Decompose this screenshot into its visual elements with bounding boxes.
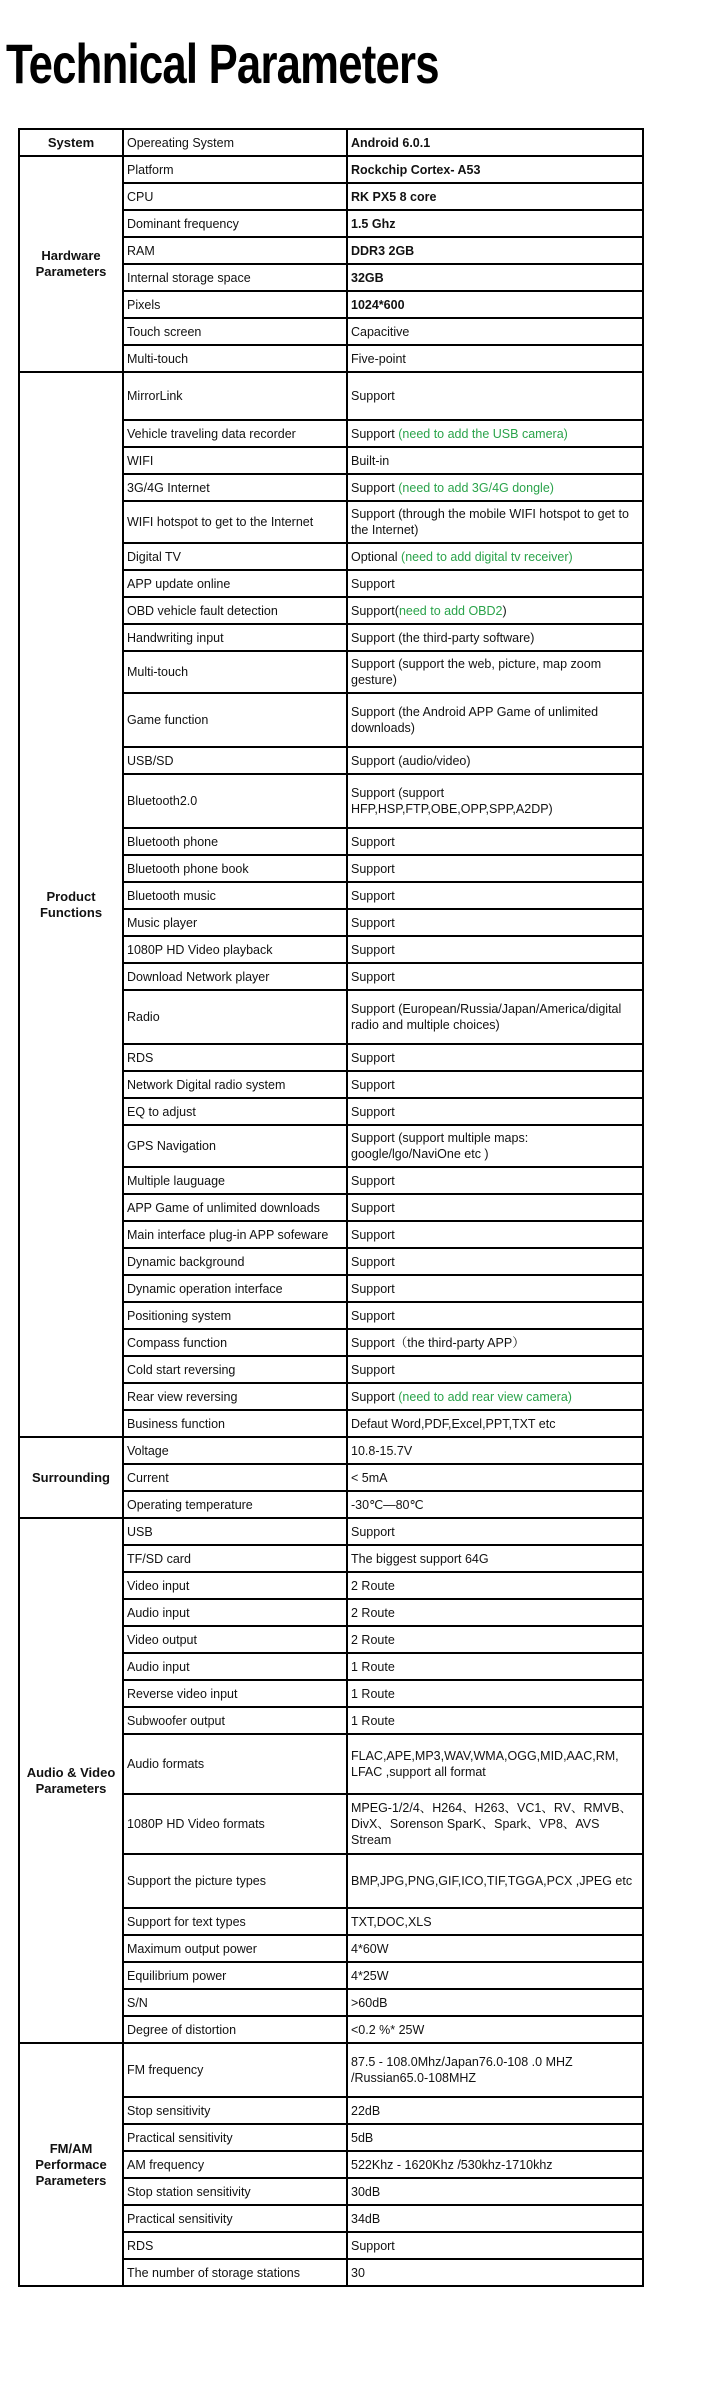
- param-value: 30: [347, 2259, 643, 2286]
- value-note: (need to add 3G/4G dongle): [398, 480, 554, 495]
- value-text: Support: [351, 480, 399, 495]
- param-value: [347, 474, 643, 501]
- value-note: (need to add the USB camera): [398, 426, 568, 441]
- param-label: Equilibrium power: [123, 1962, 347, 1989]
- param-value: < 5mA: [347, 1464, 643, 1491]
- param-label: Current: [123, 1464, 347, 1491]
- param-value: 2 Route: [347, 1626, 643, 1653]
- param-label: Multi-touch: [123, 651, 347, 693]
- param-value: [347, 1383, 643, 1410]
- param-label: Video output: [123, 1626, 347, 1653]
- param-value: Support: [347, 1098, 643, 1125]
- param-label: Rear view reversing: [123, 1383, 347, 1410]
- param-value: Built-in: [347, 447, 643, 474]
- param-label: Network Digital radio system: [123, 1071, 347, 1098]
- param-value: Support (support HFP,HSP,FTP,OBE,OPP,SPP,A2DP): [347, 774, 643, 828]
- param-value: 22dB: [347, 2097, 643, 2124]
- param-label: Support for text types: [123, 1908, 347, 1935]
- param-value: 4*60W: [347, 1935, 643, 1962]
- spec-table: [18, 128, 644, 2287]
- param-label: 3G/4G Internet: [123, 474, 347, 501]
- param-value: 1 Route: [347, 1707, 643, 1734]
- param-value: TXT,DOC,XLS: [347, 1908, 643, 1935]
- param-label: Vehicle traveling data recorder: [123, 420, 347, 447]
- param-label: Audio input: [123, 1653, 347, 1680]
- param-label: Business function: [123, 1410, 347, 1437]
- param-label: Positioning system: [123, 1302, 347, 1329]
- param-value: Support (European/Russia/Japan/America/digital radio and multiple choices): [347, 990, 643, 1044]
- param-value: Support: [347, 1221, 643, 1248]
- param-label: Practical sensitivity: [123, 2124, 347, 2151]
- param-label: EQ to adjust: [123, 1098, 347, 1125]
- param-label: Video input: [123, 1572, 347, 1599]
- param-label: Digital TV: [123, 543, 347, 570]
- param-label: Subwoofer output: [123, 1707, 347, 1734]
- param-value: MPEG-1/2/4、H264、H263、VC1、RV、RMVB、DivX、Sorenson SparK、Spark、VP8、AVS Stream: [347, 1794, 643, 1854]
- param-value: Support: [347, 936, 643, 963]
- param-label: Dominant frequency: [123, 210, 347, 237]
- param-label: Platform: [123, 156, 347, 183]
- value-text: Optional: [351, 549, 402, 564]
- param-value: Support: [347, 570, 643, 597]
- param-value: Support: [347, 882, 643, 909]
- param-label: Bluetooth phone book: [123, 855, 347, 882]
- param-value: 10.8-15.7V: [347, 1437, 643, 1464]
- param-label: 1080P HD Video playback: [123, 936, 347, 963]
- group-surrounding: Surrounding: [19, 1437, 123, 1518]
- param-value: Support: [347, 828, 643, 855]
- param-value: <0.2 %* 25W: [347, 2016, 643, 2043]
- param-value: RK PX5 8 core: [347, 183, 643, 210]
- param-value: -30℃—80℃: [347, 1491, 643, 1518]
- table-row: [19, 1437, 643, 1464]
- param-value: [347, 543, 643, 570]
- group-product: Product Functions: [19, 372, 123, 1437]
- param-value: Support (the Android APP Game of unlimited downloads): [347, 693, 643, 747]
- param-label: APP update online: [123, 570, 347, 597]
- param-label: Pixels: [123, 291, 347, 318]
- param-label: Voltage: [123, 1437, 347, 1464]
- param-label: Maximum output power: [123, 1935, 347, 1962]
- param-value: BMP,JPG,PNG,GIF,ICO,TIF,TGGA,PCX ,JPEG etc: [347, 1854, 643, 1908]
- param-value: [347, 420, 643, 447]
- param-label: Multi-touch: [123, 345, 347, 372]
- param-value: DDR3 2GB: [347, 237, 643, 264]
- param-label: Support the picture types: [123, 1854, 347, 1908]
- param-label: Bluetooth music: [123, 882, 347, 909]
- table-row: [19, 129, 643, 156]
- param-value: Support: [347, 1167, 643, 1194]
- param-label: Stop sensitivity: [123, 2097, 347, 2124]
- param-label: Bluetooth phone: [123, 828, 347, 855]
- param-label: RAM: [123, 237, 347, 264]
- param-label: Touch screen: [123, 318, 347, 345]
- param-value: Support: [347, 1044, 643, 1071]
- table-row: [19, 1518, 643, 1545]
- param-value: 1 Route: [347, 1653, 643, 1680]
- param-label: MirrorLink: [123, 372, 347, 420]
- param-label: The number of storage stations: [123, 2259, 347, 2286]
- param-label: CPU: [123, 183, 347, 210]
- param-label: Opereating System: [123, 129, 347, 156]
- param-value: Five-point: [347, 345, 643, 372]
- group-fm-am: FM/AM Performace Parameters: [19, 2043, 123, 2286]
- param-value: Support: [347, 963, 643, 990]
- param-value: 1024*600: [347, 291, 643, 318]
- value-text: Support(: [351, 603, 399, 618]
- value-note: (need to add digital tv receiver): [401, 549, 573, 564]
- group-audio-video: Audio & Video Parameters: [19, 1518, 123, 2043]
- value-text: Support: [351, 1389, 399, 1404]
- param-value: Support: [347, 2232, 643, 2259]
- param-value: Support (audio/video): [347, 747, 643, 774]
- param-value: Capacitive: [347, 318, 643, 345]
- table-row: [19, 372, 643, 420]
- param-label: Reverse video input: [123, 1680, 347, 1707]
- param-value: [347, 597, 643, 624]
- param-value: Support (the third-party software): [347, 624, 643, 651]
- param-value: 32GB: [347, 264, 643, 291]
- param-value: 30dB: [347, 2178, 643, 2205]
- param-label: Radio: [123, 990, 347, 1044]
- param-label: Practical sensitivity: [123, 2205, 347, 2232]
- param-value: Rockchip Cortex- A53: [347, 156, 643, 183]
- param-label: Audio input: [123, 1599, 347, 1626]
- param-label: Main interface plug-in APP sofeware: [123, 1221, 347, 1248]
- param-value: 4*25W: [347, 1962, 643, 1989]
- param-label: Dynamic operation interface: [123, 1275, 347, 1302]
- param-value: 1.5 Ghz: [347, 210, 643, 237]
- param-label: Bluetooth2.0: [123, 774, 347, 828]
- param-label: Operating temperature: [123, 1491, 347, 1518]
- param-value: Support (support the web, picture, map zoom gesture): [347, 651, 643, 693]
- param-label: WIFI hotspot to get to the Internet: [123, 501, 347, 543]
- param-label: TF/SD card: [123, 1545, 347, 1572]
- param-value: Support: [347, 1248, 643, 1275]
- param-value: FLAC,APE,MP3,WAV,WMA,OGG,MID,AAC,RM, LFAC ,support all format: [347, 1734, 643, 1794]
- group-hardware: Hardware Parameters: [19, 156, 123, 372]
- param-value: Support: [347, 1071, 643, 1098]
- param-label: Cold start reversing: [123, 1356, 347, 1383]
- param-label: Compass function: [123, 1329, 347, 1356]
- value-note: (need to add rear view camera): [398, 1389, 572, 1404]
- param-value: 522Khz - 1620Khz /530khz-1710khz: [347, 2151, 643, 2178]
- param-label: OBD vehicle fault detection: [123, 597, 347, 624]
- param-label: USB/SD: [123, 747, 347, 774]
- value-text: Support: [351, 426, 399, 441]
- param-label: GPS Navigation: [123, 1125, 347, 1167]
- param-label: Internal storage space: [123, 264, 347, 291]
- param-label: Handwriting input: [123, 624, 347, 651]
- param-label: S/N: [123, 1989, 347, 2016]
- value-suffix: ): [502, 603, 507, 618]
- param-value: Android 6.0.1: [347, 129, 643, 156]
- param-value: Support: [347, 1518, 643, 1545]
- param-value: Support: [347, 1194, 643, 1221]
- param-value: Defaut Word,PDF,Excel,PPT,TXT etc: [347, 1410, 643, 1437]
- param-label: USB: [123, 1518, 347, 1545]
- param-value: The biggest support 64G: [347, 1545, 643, 1572]
- param-label: RDS: [123, 2232, 347, 2259]
- param-label: FM frequency: [123, 2043, 347, 2097]
- param-value: Support: [347, 909, 643, 936]
- param-label: Stop station sensitivity: [123, 2178, 347, 2205]
- param-value: 2 Route: [347, 1572, 643, 1599]
- param-label: Multiple lauguage: [123, 1167, 347, 1194]
- param-label: Degree of distortion: [123, 2016, 347, 2043]
- param-value: Support: [347, 372, 643, 420]
- param-label: Download Network player: [123, 963, 347, 990]
- param-label: AM frequency: [123, 2151, 347, 2178]
- param-label: Music player: [123, 909, 347, 936]
- value-note: need to add OBD2: [398, 603, 503, 618]
- param-value: 34dB: [347, 2205, 643, 2232]
- param-value: Support: [347, 1302, 643, 1329]
- param-value: 2 Route: [347, 1599, 643, 1626]
- param-value: Support（the third-party APP）: [347, 1329, 643, 1356]
- param-value: Support: [347, 855, 643, 882]
- param-value: 5dB: [347, 2124, 643, 2151]
- param-value: 87.5 - 108.0Mhz/Japan76.0-108 .0 MHZ /Russian65.0-108MHZ: [347, 2043, 643, 2097]
- param-label: WIFI: [123, 447, 347, 474]
- param-value: Support (through the mobile WIFI hotspot to get to the Internet): [347, 501, 643, 543]
- table-row: [19, 156, 643, 183]
- param-label: Dynamic background: [123, 1248, 347, 1275]
- table-row: [19, 2043, 643, 2097]
- param-value: Support: [347, 1275, 643, 1302]
- param-value: >60dB: [347, 1989, 643, 2016]
- group-system: System: [19, 129, 123, 156]
- param-value: Support: [347, 1356, 643, 1383]
- page-title: Technical Parameters: [6, 32, 439, 95]
- param-label: 1080P HD Video formats: [123, 1794, 347, 1854]
- param-label: RDS: [123, 1044, 347, 1071]
- param-value: Support (support multiple maps: google/lgo/NaviOne etc ): [347, 1125, 643, 1167]
- param-label: Game function: [123, 693, 347, 747]
- param-label: Audio formats: [123, 1734, 347, 1794]
- param-label: APP Game of unlimited downloads: [123, 1194, 347, 1221]
- param-value: 1 Route: [347, 1680, 643, 1707]
